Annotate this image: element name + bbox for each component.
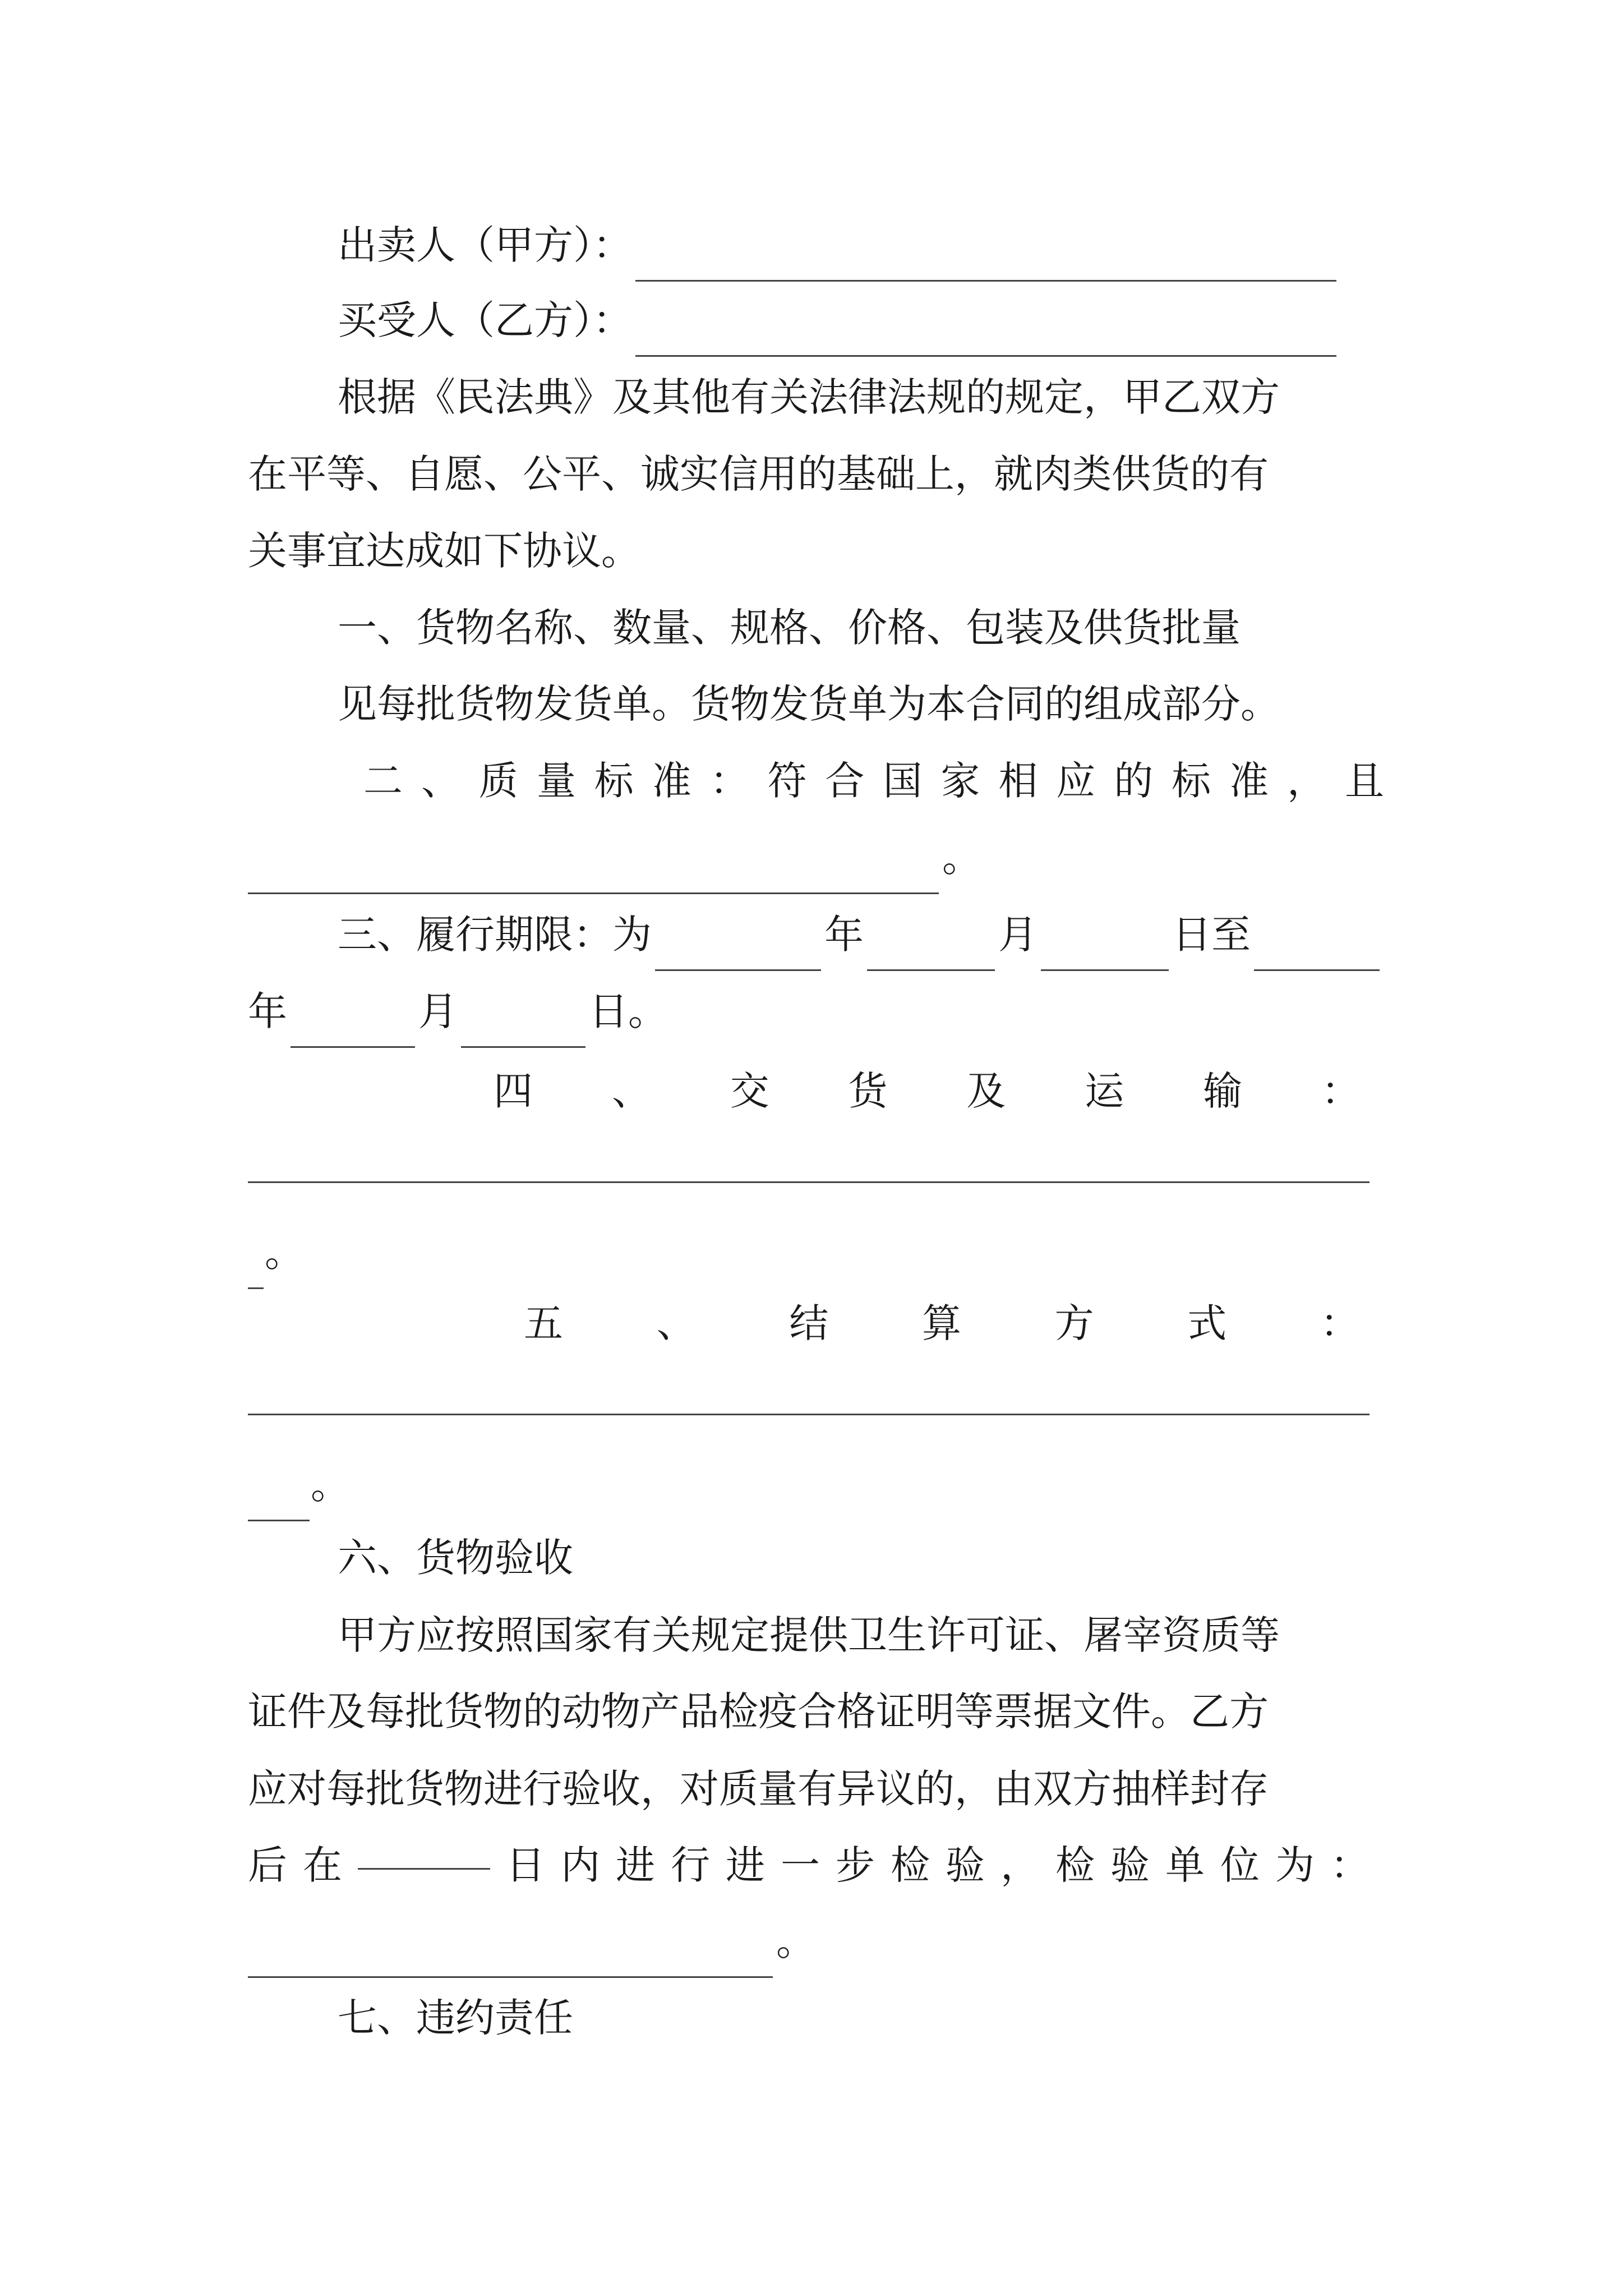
section5-blank[interactable] <box>248 1414 1370 1415</box>
s5-char: 、 <box>656 1300 696 1346</box>
s4-char: 运 <box>1085 1068 1124 1114</box>
s2-char: ， <box>1287 758 1326 804</box>
s2-char: 应 <box>1056 758 1096 804</box>
s2-char: 标 <box>594 758 634 804</box>
s4-char: 输 <box>1203 1068 1243 1114</box>
s6-char: 步 <box>836 1842 875 1888</box>
s6-char: 行 <box>671 1842 710 1888</box>
section3-year2: 年 <box>248 988 287 1034</box>
end-year-blank[interactable] <box>1254 928 1380 971</box>
s6-char: 后 <box>248 1842 287 1888</box>
s5-char: 式 <box>1187 1300 1227 1346</box>
s4-char: 货 <box>848 1068 888 1114</box>
seller-blank[interactable] <box>635 238 1336 282</box>
s4-char: 四 <box>494 1068 533 1114</box>
s2-char: 二 <box>363 758 403 804</box>
section3-prefix: 三、履行期限：为 <box>338 912 652 958</box>
preamble-line-3: 关事宜达成如下协议。 <box>248 528 640 574</box>
s5-char: 算 <box>921 1300 961 1346</box>
s2-char: 、 <box>421 758 460 804</box>
s6-char: 进 <box>726 1842 765 1888</box>
section5-end-line <box>248 1448 1386 1521</box>
buyer-label: 买受人（乙方）： <box>338 297 632 343</box>
s4-char: 交 <box>730 1068 769 1114</box>
section4-end: 。 <box>265 1230 304 1276</box>
s2-char: ： <box>709 758 749 804</box>
section2-end: 。 <box>942 835 981 881</box>
s2-char: 家 <box>940 758 980 804</box>
start-year-blank[interactable] <box>655 928 821 971</box>
s4-char: 及 <box>966 1068 1006 1114</box>
s4-char: 、 <box>611 1068 651 1114</box>
s4-char: ： <box>1321 1068 1361 1114</box>
s2-char: 的 <box>1114 758 1154 804</box>
s5-char: 方 <box>1054 1300 1094 1346</box>
s2-char: 符 <box>767 758 807 804</box>
section3-day-to: 日至 <box>1172 912 1251 958</box>
s6-char: 进 <box>616 1842 655 1888</box>
s2-char: 准 <box>1229 758 1269 804</box>
section6-line-2: 证件及每批货物的动物产品检疫合格证明等票据文件。乙方 <box>248 1688 1269 1734</box>
s6-char: 验 <box>1110 1842 1150 1888</box>
end-month-blank[interactable] <box>291 1005 415 1048</box>
section7-heading: 七、违约责任 <box>338 1995 573 2041</box>
s2-char: 标 <box>1172 758 1211 804</box>
section1-heading: 一、货物名称、数量、规格、价格、包装及供货批量 <box>338 605 1241 651</box>
s5-char: 结 <box>789 1300 829 1346</box>
buyer-line <box>338 284 1386 357</box>
s6-char: 在 <box>303 1842 342 1888</box>
section6-line-4 <box>248 1829 1370 1902</box>
s6-char: 检 <box>1055 1842 1095 1888</box>
s2-char: 量 <box>536 758 576 804</box>
preamble-line-1: 根据《民法典》及其他有关法律法规的规定，甲乙双方 <box>338 374 1280 420</box>
section5-blank-tail[interactable] <box>248 1478 310 1521</box>
s6-char: 验 <box>946 1842 985 1888</box>
start-month-blank[interactable] <box>867 928 995 971</box>
s6-char: 为 <box>1275 1842 1315 1888</box>
s6-char: 一 <box>781 1842 820 1888</box>
s2-char: 合 <box>825 758 865 804</box>
section3-day-end: 日。 <box>589 988 667 1034</box>
section6-line-1: 甲方应按照国家有关规定提供卫生许可证、屠宰资质等 <box>338 1612 1280 1658</box>
section5-end: 。 <box>311 1462 350 1508</box>
section3-year: 年 <box>824 912 864 958</box>
s6-char: 位 <box>1220 1842 1260 1888</box>
section5-line <box>524 1287 1359 1360</box>
s6-char: 检 <box>891 1842 930 1888</box>
inspection-unit-blank[interactable] <box>248 1935 773 1978</box>
s2-char: 国 <box>883 758 923 804</box>
preamble-line-2: 在平等、自愿、公平、诚实信用的基础上，就肉类供货的有 <box>248 451 1269 497</box>
seller-line <box>338 209 1386 282</box>
section4-end-line <box>248 1216 1386 1289</box>
s6-char: ， <box>1000 1842 1040 1888</box>
s6-char: 内 <box>561 1842 600 1888</box>
section6-heading: 六、货物验收 <box>338 1535 573 1581</box>
s5-char: 五 <box>524 1300 563 1346</box>
s6-char: ： <box>1330 1842 1370 1888</box>
section4-blank-tail[interactable] <box>248 1246 264 1289</box>
buyer-blank[interactable] <box>635 314 1336 357</box>
s5-char: ： <box>1320 1300 1359 1346</box>
section1-body: 见每批货物发货单。货物发货单为本合同的组成部分。 <box>338 681 1280 727</box>
section3-line-2 <box>248 975 1386 1048</box>
section6-line-3: 应对每批货物进行验收，对质量有异议的，由双方抽样封存 <box>248 1766 1269 1812</box>
section6-line-5 <box>248 1905 1386 1978</box>
s2-char: 且 <box>1344 758 1384 804</box>
section3-line-1 <box>338 898 1386 971</box>
s2-char: 准 <box>652 758 691 804</box>
section4-line <box>494 1055 1361 1128</box>
start-day-blank[interactable] <box>1041 928 1169 971</box>
inspection-days-blank[interactable] <box>358 1829 490 1870</box>
end-day-blank[interactable] <box>461 1005 585 1048</box>
seller-label: 出卖人（甲方）： <box>338 222 632 268</box>
section2-line <box>363 744 1384 817</box>
section4-blank[interactable] <box>248 1181 1370 1183</box>
section2-blank[interactable] <box>248 851 939 894</box>
section3-month2: 月 <box>418 988 458 1034</box>
s6-char: 单 <box>1165 1842 1205 1888</box>
section2-blank-line <box>248 821 1386 894</box>
s2-char: 质 <box>478 758 518 804</box>
s2-char: 相 <box>998 758 1038 804</box>
s6-char: 日 <box>506 1842 545 1888</box>
section6-end: 。 <box>776 1918 815 1964</box>
section3-month: 月 <box>998 912 1038 958</box>
